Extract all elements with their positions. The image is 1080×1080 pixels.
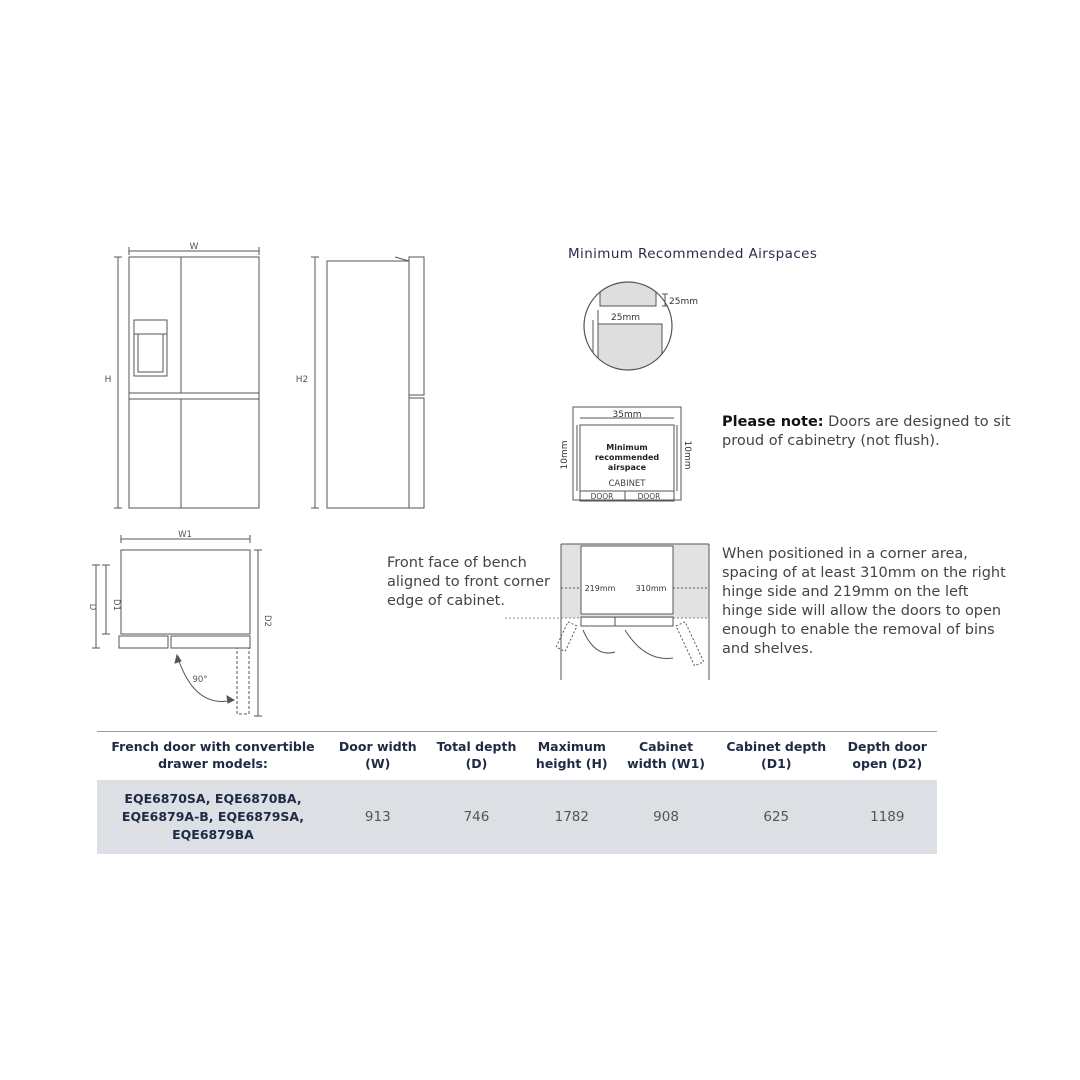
- airspace-circle-detail: [578, 276, 708, 376]
- box-label-line2: recommended: [594, 453, 660, 462]
- header-max-height: Maximum height (H): [526, 732, 617, 781]
- corner-right-gap: 310mm: [635, 584, 667, 593]
- bench-note: Front face of bench aligned to front corner edge of cabinet.: [387, 555, 550, 609]
- plan-right-door: [171, 636, 250, 648]
- please-note-text: Doors are designed to sit proud of cabinetry (not flush).: [722, 414, 1011, 449]
- corner-note: When positioned in a corner area, spacing of at least 310mm on the right hinge side and 219mm on the left hinge side will allow the doors to open enough to enable the removal of bins and shelves.: [722, 546, 1006, 657]
- box-left-gap: 10mm: [560, 440, 570, 470]
- side-view-diagram: [290, 248, 435, 518]
- box-cabinet-label: CABINET: [608, 479, 646, 489]
- plan-d-label: D: [87, 603, 97, 611]
- circle-side-gap: 25mm: [611, 313, 640, 323]
- plan-d2-label: D2: [262, 615, 272, 627]
- cell-door-width: 913: [329, 780, 427, 854]
- please-note: [722, 413, 1022, 451]
- cell-depth-door-open: 1189: [838, 780, 937, 854]
- header-models: French door with convertible drawer models:: [97, 732, 329, 781]
- cell-cabinet-depth: 625: [715, 780, 838, 854]
- header-total-depth: Total depth (D): [427, 732, 527, 781]
- box-top-gap: 35mm: [612, 410, 642, 420]
- box-door-right-label: DOOR: [637, 492, 661, 501]
- corner-door-right: [615, 617, 673, 626]
- header-door-width: Door width (W): [329, 732, 427, 781]
- box-label-line3: airspace: [607, 463, 647, 472]
- front-view-diagram: [100, 238, 270, 516]
- header-cabinet-depth: Cabinet depth (D1): [715, 732, 838, 781]
- plan-open-door: [237, 648, 249, 714]
- plan-d1-label: D1: [111, 599, 121, 611]
- fridge-front-outline: [129, 257, 259, 508]
- front-w-label: W: [189, 242, 199, 252]
- plan-w1-label: W1: [178, 530, 192, 540]
- side-h2-label: H2: [295, 375, 309, 385]
- plan-angle-label: 90°: [192, 675, 208, 685]
- front-h-label: H: [104, 375, 112, 385]
- plan-left-door: [119, 636, 168, 648]
- fridge-side-outline: [327, 261, 409, 508]
- table-row: [97, 780, 937, 854]
- airspace-title: Minimum Recommended Airspaces: [568, 246, 818, 262]
- corner-door-left: [581, 617, 615, 626]
- header-cabinet-width: Cabinet width (W1): [617, 732, 715, 781]
- cell-total-depth: 746: [427, 780, 527, 854]
- header-depth-door-open: Depth door open (D2): [838, 732, 937, 781]
- plan-view-diagram: [84, 525, 284, 725]
- cabinet-plan-outline: [121, 550, 250, 634]
- spec-header-row: [97, 732, 937, 781]
- corner-plan-diagram: [505, 540, 715, 685]
- box-door-left-label: DOOR: [590, 492, 614, 501]
- cell-cabinet-width: 908: [617, 780, 715, 854]
- spec-table: [97, 731, 937, 854]
- circle-top-gap: 25mm: [669, 297, 698, 307]
- corner-left-gap: 219mm: [584, 584, 616, 593]
- airspace-box-diagram: [555, 402, 705, 507]
- please-note-bold: Please note:: [722, 414, 824, 430]
- box-right-gap: 10mm: [682, 440, 692, 470]
- cell-max-height: 1782: [526, 780, 617, 854]
- cell-models: EQE6870SA, EQE6870BA, EQE6879A-B, EQE6879SA, EQE6879BA: [97, 780, 329, 854]
- box-label-line1: Minimum: [606, 443, 648, 452]
- water-dispenser: [134, 320, 167, 376]
